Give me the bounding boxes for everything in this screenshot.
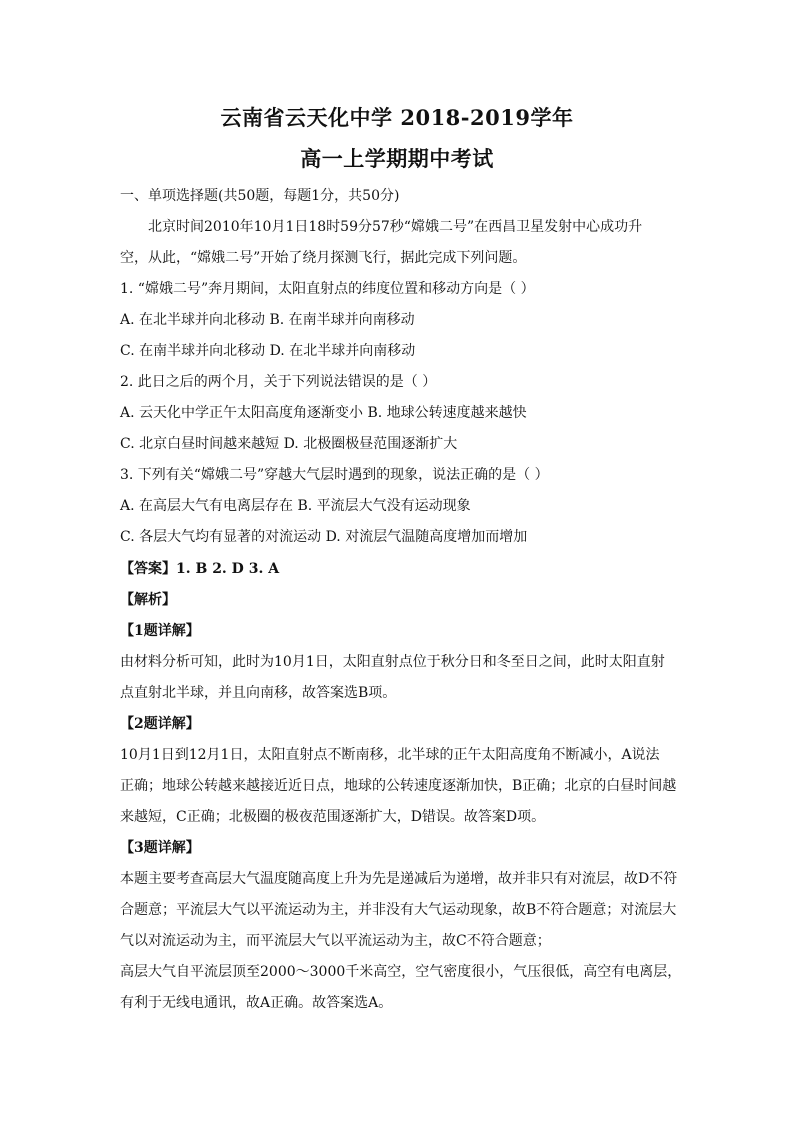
q3-analysis-line-2: 合题意；平流层大气以平流运动为主，并非没有大气运动现象，故B不符合题意；对流层大 bbox=[120, 902, 677, 918]
q2-analysis-line-3: 来越短，C正确；北极圈的极夜范围逐渐扩大，D错误。故答案D项。 bbox=[120, 809, 546, 825]
q1-analysis-line-2: 点直射北半球，并且向南移，故答案选B项。 bbox=[120, 685, 397, 701]
question-1-stem: 1. “嫦娥二号”奔月期间，太阳直射点的纬度位置和移动方向是（ ） bbox=[120, 281, 535, 297]
q3-analysis-line-4: 高层大气自平流层顶至2000～3000千米高空，空气密度很小，气压很低，高空有电离层， bbox=[120, 964, 682, 980]
question-1-options-ab: A. 在北半球并向北移动 B. 在南半球并向南移动 bbox=[120, 312, 415, 328]
question-1-options-cd: C. 在南半球并向北移动 D. 在北半球并向南移动 bbox=[120, 343, 416, 359]
q3-analysis-line-3: 气以对流运动为主，而平流层大气以平流运动为主，故C不符合题意； bbox=[120, 933, 551, 949]
material-line-2: 空，从此，“嫦娥二号”开始了绕月探测飞行，据此完成下列问题。 bbox=[120, 250, 527, 266]
q2-analysis-heading: 【2题详解】 bbox=[120, 716, 200, 732]
analysis-heading: 【解析】 bbox=[120, 592, 176, 608]
question-2-stem: 2. 此日之后的两个月，关于下列说法错误的是（ ） bbox=[120, 374, 437, 390]
q2-analysis-line-2: 正确；地球公转越来越接近近日点，地球的公转速度逐渐加快，B正确；北京的白昼时间越 bbox=[120, 778, 677, 794]
question-2-options-cd: C. 北京白昼时间越来越短 D. 北极圈极昼范围逐渐扩大 bbox=[120, 436, 458, 452]
section-heading: 一、单项选择题(共50题，每题1分，共50分) bbox=[120, 188, 400, 204]
material-line-1: 北京时间2010年10月1日18时59分57秒“嫦娥二号”在西昌卫星发射中心成功升 bbox=[148, 219, 643, 235]
exam-title-line2: 高一上学期期中考试 bbox=[300, 146, 494, 171]
exam-title-line1: 云南省云天化中学 2018-2019学年 bbox=[220, 105, 574, 130]
q2-analysis-line-1: 10月1日到12月1日，太阳直射点不断南移，北半球的正午太阳高度角不断减小，A说法 bbox=[120, 747, 660, 763]
answer-line: 【答案】1. B 2. D 3. A bbox=[120, 561, 280, 577]
question-3-stem: 3. 下列有关“嫦娥二号”穿越大气层时遇到的现象，说法正确的是（ ） bbox=[120, 467, 549, 483]
q3-analysis-line-5: 有利于无线电通讯，故A正确。故答案选A。 bbox=[120, 995, 393, 1011]
question-3-options-cd: C. 各层大气均有显著的对流运动 D. 对流层气温随高度增加而增加 bbox=[120, 529, 528, 545]
q1-analysis-line-1: 由材料分析可知，此时为10月1日，太阳直射点位于秋分日和冬至日之间，此时太阳直射 bbox=[120, 654, 665, 670]
q1-analysis-heading: 【1题详解】 bbox=[120, 623, 200, 639]
q3-analysis-line-1: 本题主要考查高层大气温度随高度上升为先是递减后为递增，故并非只有对流层，故D不符 bbox=[120, 871, 678, 887]
question-2-options-ab: A. 云天化中学正午太阳高度角逐渐变小 B. 地球公转速度越来越快 bbox=[120, 405, 527, 421]
q3-analysis-heading: 【3题详解】 bbox=[120, 840, 200, 856]
question-3-options-ab: A. 在高层大气有电离层存在 B. 平流层大气没有运动现象 bbox=[120, 498, 471, 514]
